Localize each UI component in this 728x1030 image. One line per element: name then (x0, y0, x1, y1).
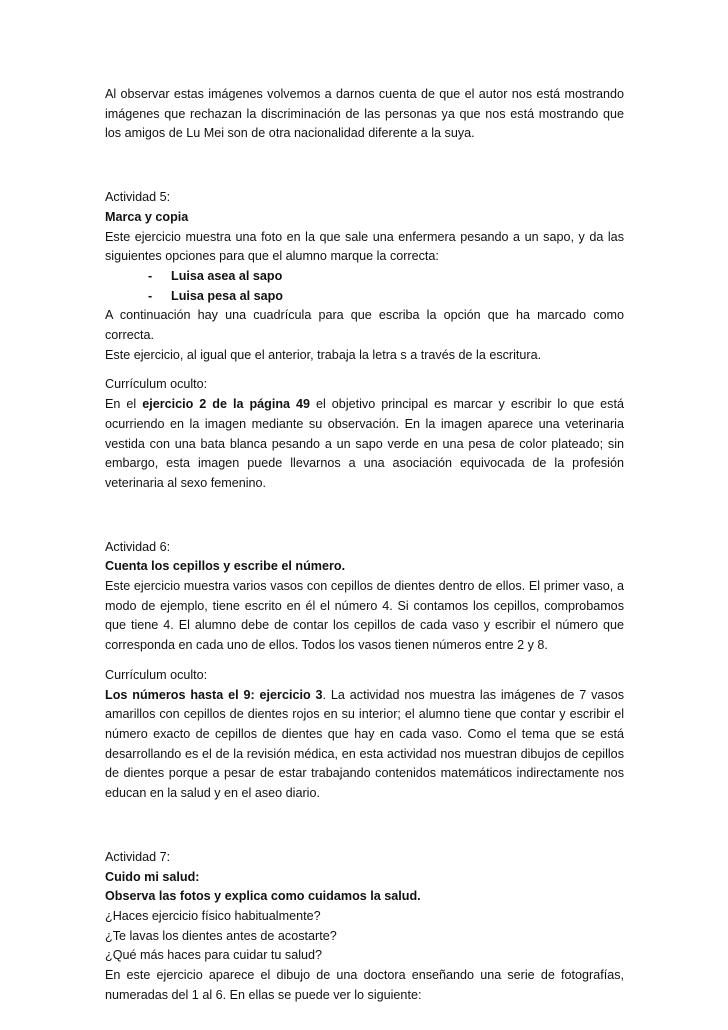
activity-6-subtitle: Cuenta los cepillos y escribe el número. (105, 559, 346, 574)
activity-7-question-3: ¿Qué más haces para cuidar tu salud? (105, 948, 323, 963)
document-page (105, 85, 624, 1005)
activity-5-hidden-paragraph (105, 395, 624, 494)
bullet-dash: - (148, 288, 153, 303)
activity-7-description: En este ejercicio aparece el dibujo de una doctora enseñando una serie de fotografías, numeradas del 1 al 6. En ellas se puede ver lo siguiente: (105, 968, 624, 1002)
activity-5-subtitle: Marca y copia (105, 209, 189, 224)
activity-5-title: Actividad 5: (105, 190, 171, 205)
activity-5-option-1 (105, 267, 624, 287)
activity-7-question-1: ¿Haces ejercicio físico habitualmente? (105, 908, 321, 923)
hidden-rest: el objetivo principal es marcar y escribir lo que está ocurriendo en la imagen mediante su observación. En la imagen aparece una veterinaria vestida con una bata blanca pesando a un sapo verde en una pesa de color plateado; sin embargo, esta imagen puede llevarnos a una asociación equivocada de la profesión veterinaria al sexo femenino. (105, 397, 624, 490)
activity-5-after-1: A continuación hay una cuadrícula para que escriba la opción que ha marcado como correcta. (105, 308, 624, 343)
activity-6-description: Este ejercicio muestra varios vasos con cepillos de dientes dentro de ellos. El primer vaso, a modo de ejemplo, tiene escrito en él el número 4. Si contamos los cepillos, comprobamos que tiene 4. El alumno debe de contar los cepillos de cada vaso y escribir el número que corresponda en cada uno de ellos. Todos los vasos tienen números entre 2 y 8. (105, 579, 624, 653)
activity-7-question-2: ¿Te lavas los dientes antes de acostarte? (105, 928, 337, 943)
hidden-bold: ejercicio 2 de la página 49 (142, 397, 311, 412)
activity-7-title: Actividad 7: (105, 849, 171, 864)
option-2-text: Luisa pesa al sapo (171, 288, 283, 303)
activity-7-subtitle-2: Observa las fotos y explica como cuidamos la salud. (105, 889, 421, 904)
bullet-dash: - (148, 268, 153, 283)
activity-5-hidden-title: Currículum oculto: (105, 377, 208, 392)
hidden-bold: Los números hasta el 9: ejercicio 3 (105, 687, 323, 702)
activity-5-after-2: Este ejercicio, al igual que el anterior, trabaja la letra s a través de la escritura. (105, 347, 542, 362)
activity-6-hidden-title: Currículum oculto: (105, 667, 208, 682)
activity-6-hidden-paragraph (105, 686, 624, 804)
activity-5-description: Este ejercicio muestra una foto en la que sale una enfermera pesando a un sapo, y da las siguientes opciones para que el alumno marque la correcta: (105, 229, 624, 264)
intro-paragraph: Al observar estas imágenes volvemos a darnos cuenta de que el autor nos está mostrando imágenes que rechazan la discriminación de las personas ya que nos está mostrando que los amigos de Lu Mei son de otra nacionalidad diferente a la suya. (105, 87, 624, 141)
hidden-rest: . La actividad nos muestra las imágenes de 7 vasos amarillos con cepillos de dientes rojos en su interior; el alumno tiene que contar y escribir el número exacto de cepillos de dientes que hay en cada vaso. Como el tema que se está desarrollando es el de la revisión médica, en esta actividad nos muestran dibujos de cepillos de dientes porque a pesar de estar trabajando contenidos matemáticos indirectamente nos educan en la salud y en el aseo diario. (105, 687, 625, 801)
activity-6-title: Actividad 6: (105, 539, 171, 554)
activity-5-option-2 (105, 287, 624, 307)
option-1-text: Luisa asea al sapo (171, 268, 283, 283)
hidden-pre: En el (105, 397, 143, 412)
activity-7-subtitle-1: Cuido mi salud: (105, 869, 200, 884)
